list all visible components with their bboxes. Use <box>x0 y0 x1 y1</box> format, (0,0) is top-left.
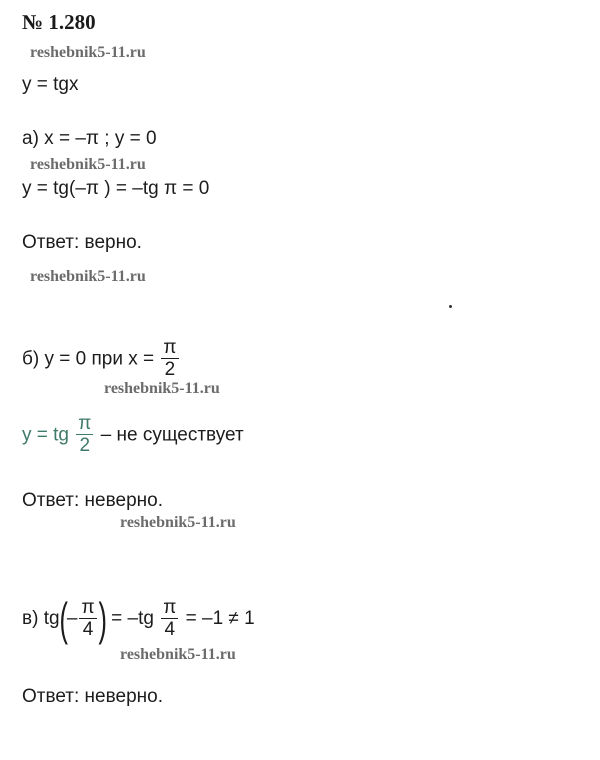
part-c-answer: Ответ: неверно. <box>22 686 163 707</box>
fraction-denominator: 4 <box>164 618 176 640</box>
part-a-given: а) x = –π ; y = 0 <box>22 128 157 149</box>
part-c-expression <box>22 593 255 645</box>
watermark: reshebnik5-11.ru <box>104 380 220 397</box>
fraction-numerator: π <box>78 413 92 434</box>
fraction-denominator: 2 <box>79 434 91 456</box>
pi-over-2-fraction <box>161 338 178 381</box>
part-a-answer: Ответ: верно. <box>22 232 142 253</box>
watermark: reshebnik5-11.ru <box>120 514 236 531</box>
part-a-calculation: y = tg(–π ) = –tg π = 0 <box>22 178 210 199</box>
right-paren: ) <box>98 593 107 645</box>
function-definition: y = tgx <box>22 74 79 95</box>
fraction-numerator: π <box>163 596 177 618</box>
fraction-denominator: 4 <box>82 618 94 640</box>
fraction-numerator: π <box>163 337 177 358</box>
part-c-tail: = –1 ≠ 1 <box>185 608 255 630</box>
part-b-calculation <box>22 414 244 457</box>
fraction-numerator: π <box>81 596 95 618</box>
fraction-denominator: 2 <box>164 358 176 380</box>
watermark: reshebnik5-11.ru <box>120 646 236 663</box>
watermark: reshebnik5-11.ru <box>30 156 146 173</box>
part-c-minus: – <box>66 608 78 630</box>
part-b-given <box>22 338 181 381</box>
watermark: reshebnik5-11.ru <box>30 268 146 285</box>
part-b-answer: Ответ: неверно. <box>22 490 163 511</box>
part-b-calc-suffix: – не существует <box>100 424 244 446</box>
stray-dot <box>449 305 452 308</box>
part-c-middle: = –tg <box>111 608 154 630</box>
pi-over-4-fraction <box>161 598 178 641</box>
watermark: reshebnik5-11.ru <box>30 44 146 61</box>
pi-over-4-fraction <box>79 598 96 641</box>
problem-number: № 1.280 <box>22 10 96 34</box>
part-b-calc-prefix: y = tg <box>22 424 69 446</box>
part-b-given-text: б) y = 0 при x = <box>22 348 155 370</box>
pi-over-2-fraction <box>76 414 93 457</box>
part-c-label: в) tg <box>22 608 60 630</box>
left-paren: ( <box>58 593 68 645</box>
